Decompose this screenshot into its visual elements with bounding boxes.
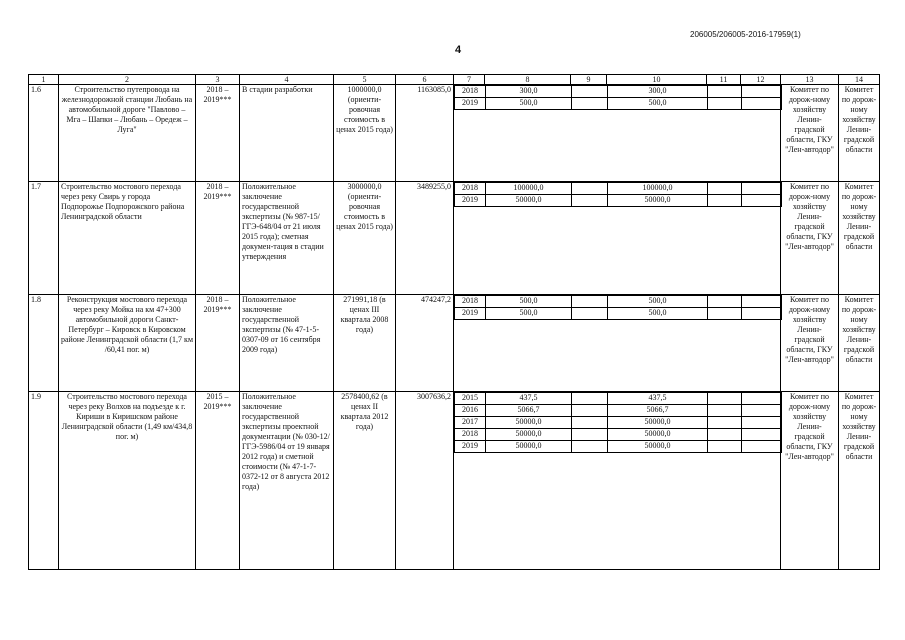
financing-year: 2018 xyxy=(455,429,486,441)
financing-total: 5066,7 xyxy=(486,405,572,417)
financing-regional: 50000,0 xyxy=(608,441,708,453)
financing-regional: 500,0 xyxy=(608,308,708,320)
financing-local xyxy=(708,195,742,207)
financing-total: 50000,0 xyxy=(486,417,572,429)
project-status: В стадии разработки xyxy=(240,85,334,182)
financing-local xyxy=(708,86,742,98)
financing-local xyxy=(708,417,742,429)
financing-year: 2017 xyxy=(455,417,486,429)
financing-regional: 100000,0 xyxy=(608,183,708,195)
header-cell: 11 xyxy=(707,75,741,85)
financing-year: 2019 xyxy=(455,308,486,320)
financing-row xyxy=(455,86,782,98)
financing-regional: 50000,0 xyxy=(608,429,708,441)
project-cost-current: 3489255,0 xyxy=(396,182,454,295)
financing-year: 2019 xyxy=(455,441,486,453)
project-period: 2015 – 2019*** xyxy=(196,392,240,570)
financing-total: 50000,0 xyxy=(486,195,572,207)
project-cost-current: 3007636,2 xyxy=(396,392,454,570)
header-cell: 12 xyxy=(741,75,781,85)
table-row xyxy=(29,295,880,392)
financing-regional: 500,0 xyxy=(608,98,708,110)
financing-row xyxy=(455,183,782,195)
table-row xyxy=(29,182,880,295)
financing-row xyxy=(455,393,782,405)
project-cost-current: 1163085,0 xyxy=(396,85,454,182)
financing-local xyxy=(708,183,742,195)
header-cell: 8 xyxy=(485,75,571,85)
financing-year: 2018 xyxy=(455,86,486,98)
financing-total: 437,5 xyxy=(486,393,572,405)
header-cell: 7 xyxy=(454,75,485,85)
document-id: 206005/206005-2016-17959(1) xyxy=(690,30,801,39)
financing-row xyxy=(455,417,782,429)
project-period: 2018 – 2019*** xyxy=(196,182,240,295)
financing-total: 500,0 xyxy=(486,308,572,320)
financing-federal xyxy=(572,296,608,308)
financing-federal xyxy=(572,429,608,441)
project-cost: 271991,18 (в ценах III квартала 2008 года) xyxy=(334,295,396,392)
financing-other xyxy=(742,308,782,320)
financing-federal xyxy=(572,183,608,195)
project-cost: 1000000,0 (ориенти-ровочная стоимость в ценах 2015 года) xyxy=(334,85,396,182)
header-cell: 3 xyxy=(196,75,240,85)
financing-regional: 500,0 xyxy=(608,296,708,308)
row-number: 1.7 xyxy=(29,182,59,295)
financing-federal xyxy=(572,98,608,110)
financing-total: 50000,0 xyxy=(486,429,572,441)
financing-local xyxy=(708,296,742,308)
customer: Комитет по дорож-ному хозяйству Ленин-градской области xyxy=(839,392,880,570)
financing-total: 50000,0 xyxy=(486,441,572,453)
responsible-executor: Комитет по дорож-ному хозяйству Ленин-градской области, ГКУ "Лен-автодор" xyxy=(781,392,839,570)
financing-row xyxy=(455,441,782,453)
header-cell: 6 xyxy=(396,75,454,85)
project-status: Положительное заключение государственной экспертизы (№ 47-1-5-0307-09 от 16 сентября 2009 года) xyxy=(240,295,334,392)
responsible-executor: Комитет по дорож-ному хозяйству Ленин-градской области, ГКУ "Лен-автодор" xyxy=(781,182,839,295)
financing-row xyxy=(455,429,782,441)
financing-year: 2015 xyxy=(455,393,486,405)
financing-federal xyxy=(572,417,608,429)
yearly-financing xyxy=(454,392,781,570)
project-cost: 3000000,0 (ориенти-ровочная стоимость в ценах 2015 года) xyxy=(334,182,396,295)
financing-federal xyxy=(572,393,608,405)
table-row xyxy=(29,85,880,182)
financing-local xyxy=(708,441,742,453)
customer: Комитет по дорож-ному хозяйству Ленин-градской области xyxy=(839,182,880,295)
financing-other xyxy=(742,429,782,441)
financing-row xyxy=(455,308,782,320)
financing-federal xyxy=(572,405,608,417)
financing-other xyxy=(742,405,782,417)
financing-year: 2019 xyxy=(455,98,486,110)
page-number: 4 xyxy=(455,44,462,56)
financing-local xyxy=(708,308,742,320)
financing-other xyxy=(742,417,782,429)
financing-year: 2016 xyxy=(455,405,486,417)
financing-total: 100000,0 xyxy=(486,183,572,195)
customer: Комитет по дорож-ному хозяйству Ленин-градской области xyxy=(839,85,880,182)
header-cell: 13 xyxy=(781,75,839,85)
financing-federal xyxy=(572,308,608,320)
row-number: 1.9 xyxy=(29,392,59,570)
financing-total: 300,0 xyxy=(486,86,572,98)
table-row xyxy=(29,392,880,570)
header-cell: 5 xyxy=(334,75,396,85)
project-name: Строительство мостового перехода через реку Свирь у города Подпорожье Подпорожского района Ленинградской области xyxy=(59,182,196,295)
responsible-executor: Комитет по дорож-ному хозяйству Ленин-градской области, ГКУ "Лен-автодор" xyxy=(781,295,839,392)
financing-local xyxy=(708,405,742,417)
financing-year: 2018 xyxy=(455,296,486,308)
header-cell: 14 xyxy=(839,75,880,85)
project-period: 2018 – 2019*** xyxy=(196,295,240,392)
financing-regional: 50000,0 xyxy=(608,195,708,207)
financing-federal xyxy=(572,86,608,98)
row-number: 1.6 xyxy=(29,85,59,182)
project-status: Положительное заключение государственной экспертизы проектной документации (№ 030-12/ГГЭ-5986/04 от 19 января 2012 года) и сметной стоимости (№ 47-1-7-0372-12 от 8 августа 2012 года) xyxy=(240,392,334,570)
header-cell: 9 xyxy=(571,75,607,85)
header-cell: 2 xyxy=(59,75,196,85)
yearly-financing xyxy=(454,295,781,392)
financing-other xyxy=(742,98,782,110)
financing-regional: 50000,0 xyxy=(608,417,708,429)
financing-federal xyxy=(572,195,608,207)
customer: Комитет по дорож-ному хозяйству Ленин-градской области xyxy=(839,295,880,392)
yearly-financing xyxy=(454,85,781,182)
responsible-executor: Комитет по дорож-ному хозяйству Ленин-градской области, ГКУ "Лен-автодор" xyxy=(781,85,839,182)
header-cell: 1 xyxy=(29,75,59,85)
project-status: Положительное заключение государственной экспертизы (№ 987-15/ГГЭ-648/04 от 21 июля 2015 года); сметная докумен-тация в стадии утверждения xyxy=(240,182,334,295)
yearly-financing xyxy=(454,182,781,295)
project-name: Строительство путепровода на железнодорожной станции Любань на автомобильной дороге "Павлово – Мга – Шапки – Любань – Оредеж – Луга" xyxy=(59,85,196,182)
financing-local xyxy=(708,98,742,110)
financing-local xyxy=(708,393,742,405)
financing-other xyxy=(742,195,782,207)
financing-regional: 5066,7 xyxy=(608,405,708,417)
financing-total: 500,0 xyxy=(486,98,572,110)
financing-other xyxy=(742,296,782,308)
project-period: 2018 – 2019*** xyxy=(196,85,240,182)
financing-other xyxy=(742,441,782,453)
financing-regional: 437,5 xyxy=(608,393,708,405)
project-cost: 2578400,62 (в ценах II квартала 2012 года) xyxy=(334,392,396,570)
financing-regional: 300,0 xyxy=(608,86,708,98)
financing-year: 2018 xyxy=(455,183,486,195)
financing-row xyxy=(455,405,782,417)
header-row xyxy=(29,75,880,85)
project-name: Строительство мостового перехода через реку Волхов на подъезде к г. Кириши в Киришском районе Ленинградской области (1,49 км/434,8 пог. м) xyxy=(59,392,196,570)
financing-year: 2019 xyxy=(455,195,486,207)
project-cost-current: 474247,2 xyxy=(396,295,454,392)
financing-other xyxy=(742,86,782,98)
financing-row xyxy=(455,296,782,308)
financing-federal xyxy=(572,441,608,453)
financing-other xyxy=(742,393,782,405)
financing-local xyxy=(708,429,742,441)
row-number: 1.8 xyxy=(29,295,59,392)
financing-total: 500,0 xyxy=(486,296,572,308)
program-table xyxy=(28,74,880,570)
financing-other xyxy=(742,183,782,195)
header-cell: 10 xyxy=(607,75,707,85)
project-name: Реконструкция мостового перехода через реку Мойка на км 47+300 автомобильной дороги Санкт-Петербург – Кировск в Кировском районе Ленинградской области (1,7 км /60,41 пог. м) xyxy=(59,295,196,392)
financing-row xyxy=(455,98,782,110)
header-cell: 4 xyxy=(240,75,334,85)
financing-row xyxy=(455,195,782,207)
